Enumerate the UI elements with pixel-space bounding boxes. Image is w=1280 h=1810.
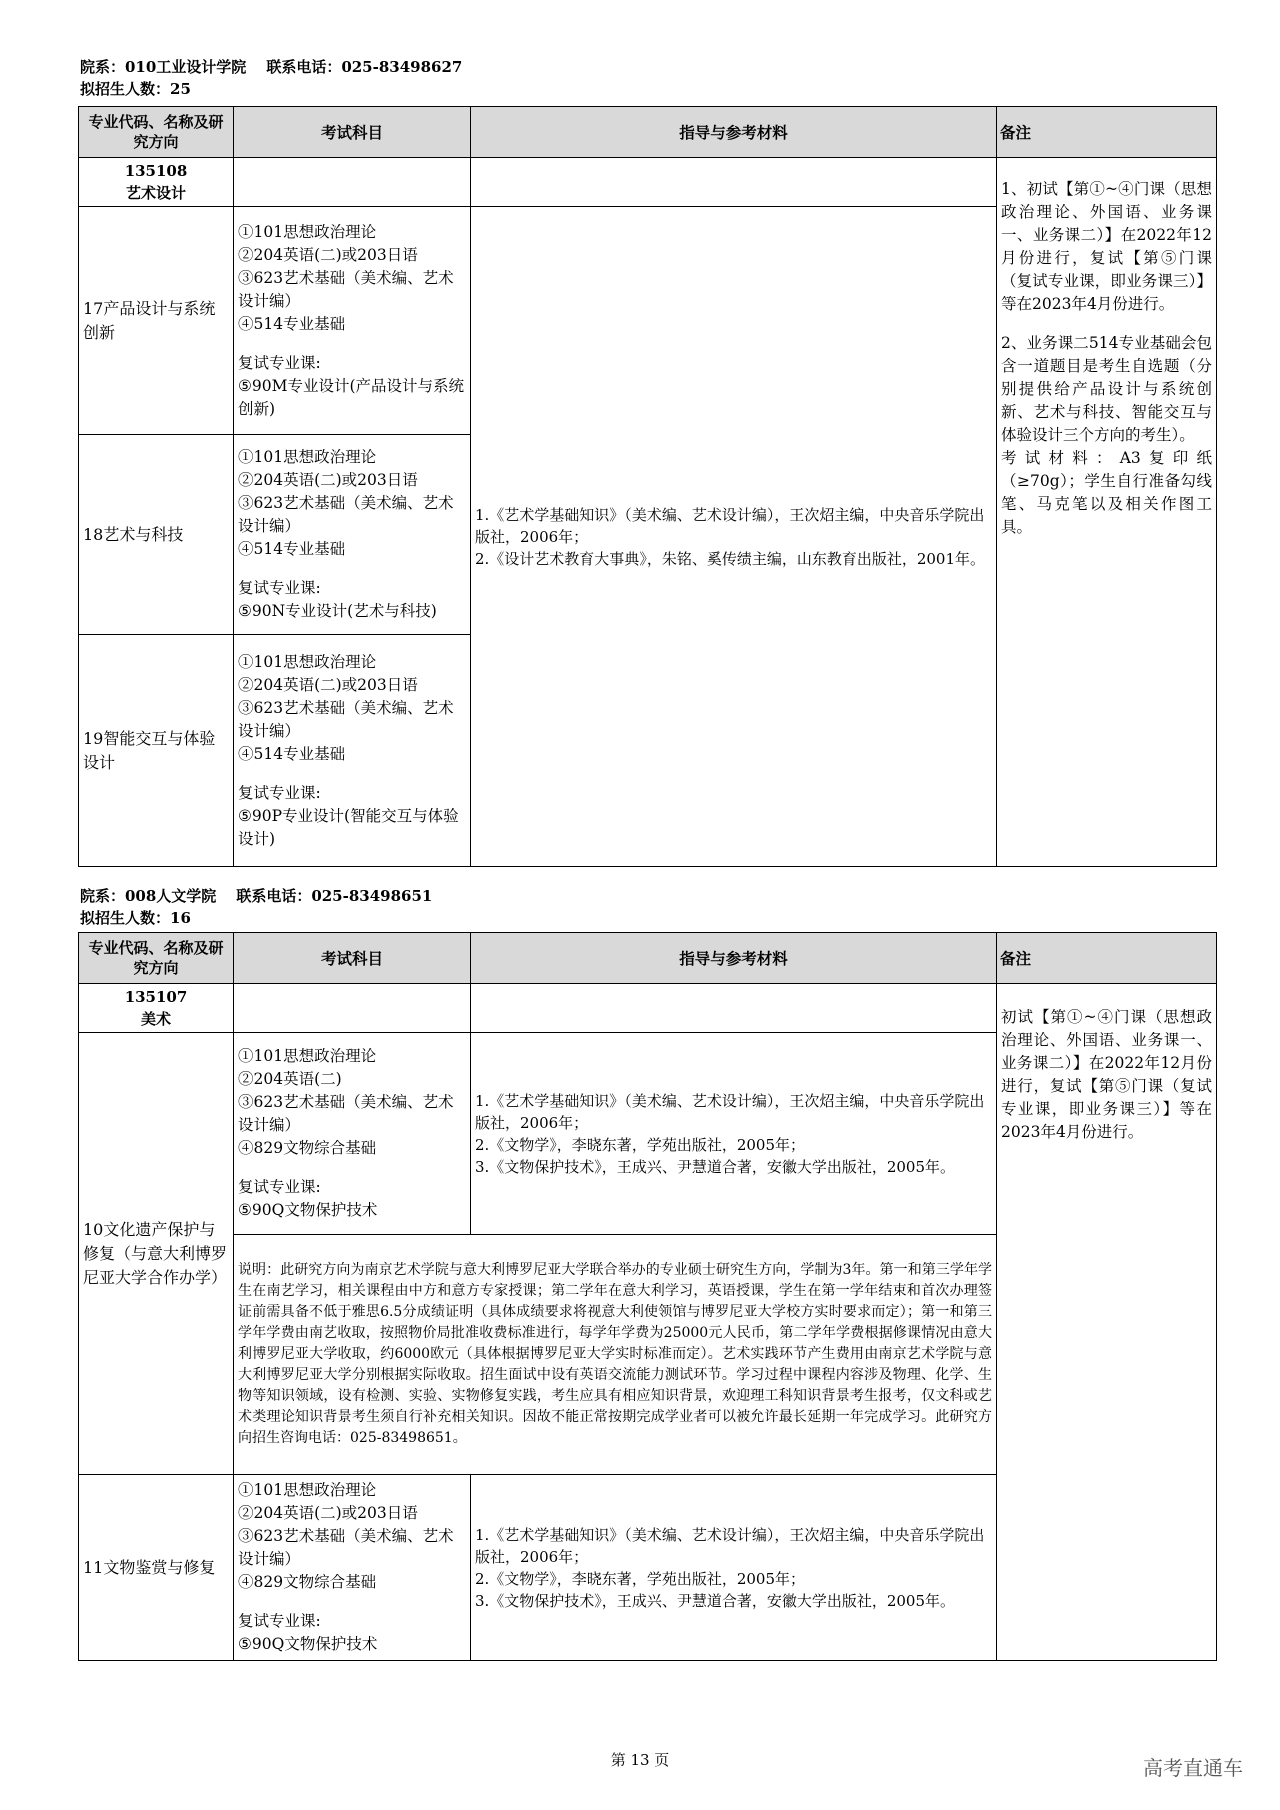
dept-line: 院系：008人文学院 [80, 887, 217, 905]
subject: ④514专业基础 [238, 540, 346, 558]
direction-name: 11文物鉴赏与修复 [79, 1475, 234, 1661]
direction-name: 10文化遗产保护与修复（与意大利博罗尼亚大学合作办学） [79, 1033, 234, 1475]
references-cell [471, 207, 997, 867]
empty-cell [234, 158, 471, 207]
program-cell [79, 984, 234, 1033]
section2-header [80, 887, 432, 906]
subject: ③623艺术基础（美术编、艺术设计编） [238, 268, 454, 310]
references-cell [471, 1033, 997, 1235]
retest-subject: ⑤90Q文物保护技术 [238, 1201, 378, 1219]
retest-label: 复试专业课: [238, 1178, 321, 1196]
watermark: 高考直通车 [1143, 1756, 1243, 1780]
col-header-subjects: 考试科目 [234, 107, 471, 158]
col-header-subjects: 考试科目 [234, 933, 471, 984]
subject: ②204英语(二)或203日语 [238, 675, 418, 694]
retest-subject: ⑤90N专业设计(艺术与科技) [238, 602, 437, 620]
retest-subject: ⑤90P专业设计(智能交互与体验设计) [238, 806, 459, 848]
section1-table [78, 106, 1217, 867]
empty-cell [234, 984, 471, 1033]
subject: ④514专业基础 [238, 744, 346, 763]
remarks-cell [997, 984, 1217, 1661]
phone-line: 联系电话：025-83498627 [266, 58, 463, 76]
subject: ①101思想政治理论 [238, 1481, 377, 1499]
phone-line: 联系电话：025-83498651 [236, 887, 433, 905]
reference: 2.《文物学》，李晓东著，学苑出版社，2005年； [475, 1135, 805, 1154]
subject: ③623艺术基础（美术编、艺术设计编） [238, 698, 454, 740]
subject: ④829文物综合基础 [238, 1573, 377, 1591]
subject: ①101思想政治理论 [238, 652, 377, 671]
subject: ①101思想政治理论 [238, 448, 377, 466]
retest-label: 复试专业课: [238, 353, 321, 372]
subjects-cell [234, 635, 471, 867]
retest-subject: ⑤90Q文物保护技术 [238, 1635, 378, 1653]
subject: ④514专业基础 [238, 314, 346, 333]
program-code: 135108 [124, 162, 188, 180]
reference: 3.《文物保护技术》，王成兴、尹慧道合著，安徽大学出版社，2005年。 [475, 1591, 955, 1610]
col-header-major: 专业代码、名称及研究方向 [79, 933, 234, 984]
empty-cell [471, 984, 997, 1033]
program-code: 135107 [124, 988, 188, 1006]
remark: 初试【第①~④门课（思想政治理论、外国语、业务课一、业务课二）】在2022年12月份进行，复试【第⑤门课（复试专业课，即业务课三）】等在2023年4月份进行。 [1001, 1008, 1212, 1141]
reference: 1.《艺术学基础知识》（美术编、艺术设计编），王次炤主编，中央音乐学院出版社，2006年； [475, 1091, 985, 1132]
program-note: 说明：此研究方向为南京艺术学院与意大利博罗尼亚大学联合举办的专业硕士研究生方向，学制为3年。第一和第三学年学生在南艺学习，相关课程由中方和意方专家授课；第二学年在意大利学习，英语授课，学生在第一学年结束和首次办理签证前需具备不低于雅思6.5分成绩证明（具体成绩要求将视意大利使领馆与博罗尼亚大学校方实时要求而定）；第一和第三学年学费由南艺收取，按照物价局批准收费标准进行，每学年学费为25000元人民币，第二学年学费根据修课情况由意大利博罗尼亚大学收取，约6000欧元（具体根据博罗尼亚大学实时标准而定）。艺术实践环节产生费用由南京艺术学院与意大利博罗尼亚大学分别根据实际收取。招生面试中设有英语交流能力测试环节。学习过程中课程内容涉及物理、化学、生物等知识领域，设有检测、实验、实物修复实践，考生应具有相应知识背景，欢迎理工科知识背景考生报考，仅文科或艺术类理论知识背景考生须自行补充相关知识。因故不能正常按期完成学业者可以被允许最长延期一年完成学习。此研究方向招生咨询电话：025-83498651。 [234, 1235, 997, 1475]
subject: ②204英语(二) [238, 1070, 342, 1088]
subject: ③623艺术基础（美术编、艺术设计编） [238, 1527, 454, 1568]
direction-name: 17产品设计与系统创新 [79, 207, 234, 435]
reference: 2.《文物学》，李晓东著，学苑出版社，2005年； [475, 1569, 805, 1588]
subjects-cell [234, 435, 471, 635]
retest-label: 复试专业课: [238, 579, 321, 597]
reference: 3.《文物保护技术》，王成兴、尹慧道合著，安徽大学出版社，2005年。 [475, 1157, 955, 1176]
subject: ④829文物综合基础 [238, 1139, 377, 1157]
section2-table [78, 932, 1217, 1661]
quota-line: 拟招生人数：16 [80, 909, 191, 927]
subject: ①101思想政治理论 [238, 1047, 377, 1065]
program-name: 美术 [140, 1010, 171, 1028]
quota-line: 拟招生人数：25 [80, 80, 191, 98]
remark: 考试材料：A3复印纸（≥70g）；学生自行准备勾线笔、马克笔以及相关作图工具。 [1001, 449, 1212, 536]
reference: 1.《艺术学基础知识》（美术编、艺术设计编），王次炤主编，中央音乐学院出版社，2006年； [475, 1525, 985, 1566]
col-header-remarks: 备注 [997, 107, 1217, 158]
reference: 2.《设计艺术教育大事典》，朱铭、奚传绩主编，山东教育出版社，2001年。 [475, 549, 985, 568]
subjects-cell [234, 1033, 471, 1235]
subject: ②204英语(二)或203日语 [238, 245, 418, 264]
direction-name: 19智能交互与体验设计 [79, 635, 234, 867]
col-header-references: 指导与参考材料 [471, 933, 997, 984]
subject: ③623艺术基础（美术编、艺术设计编） [238, 494, 454, 535]
subject: ②204英语(二)或203日语 [238, 471, 418, 489]
page-number: 第 13 页 [610, 1751, 670, 1769]
subject: ①101思想政治理论 [238, 222, 377, 241]
empty-cell [471, 158, 997, 207]
subjects-cell [234, 1475, 471, 1661]
remark: 1、初试【第①~④门课（思想政治理论、外国语、业务课一、业务课二）】在2022年12月份进行，复试【第⑤门课（复试专业课，即业务课三）】等在2023年4月份进行。 [1001, 180, 1212, 313]
col-header-remarks: 备注 [997, 933, 1217, 984]
section1-header [80, 58, 462, 77]
subject: ③623艺术基础（美术编、艺术设计编） [238, 1093, 454, 1134]
references-cell [471, 1475, 997, 1661]
program-name: 艺术设计 [125, 184, 186, 202]
retest-label: 复试专业课: [238, 783, 321, 802]
reference: 1.《艺术学基础知识》（美术编、艺术设计编），王次炤主编，中央音乐学院出版社，2006年； [475, 505, 985, 546]
col-header-major: 专业代码、名称及研究方向 [79, 107, 234, 158]
retest-label: 复试专业课: [238, 1612, 321, 1630]
col-header-references: 指导与参考材料 [471, 107, 997, 158]
retest-subject: ⑤90M专业设计(产品设计与系统创新) [238, 376, 465, 418]
subject: ②204英语(二)或203日语 [238, 1504, 418, 1522]
subjects-cell [234, 207, 471, 435]
dept-line: 院系：010工业设计学院 [80, 58, 247, 76]
remark: 2、业务课二514专业基础会包含一道题目是考生自选题（分别提供给产品设计与系统创新、艺术与科技、智能交互与体验设计三个方向的考生）。 [1001, 334, 1212, 444]
program-cell [79, 158, 234, 207]
direction-name: 18艺术与科技 [79, 435, 234, 635]
remarks-cell [997, 158, 1217, 867]
